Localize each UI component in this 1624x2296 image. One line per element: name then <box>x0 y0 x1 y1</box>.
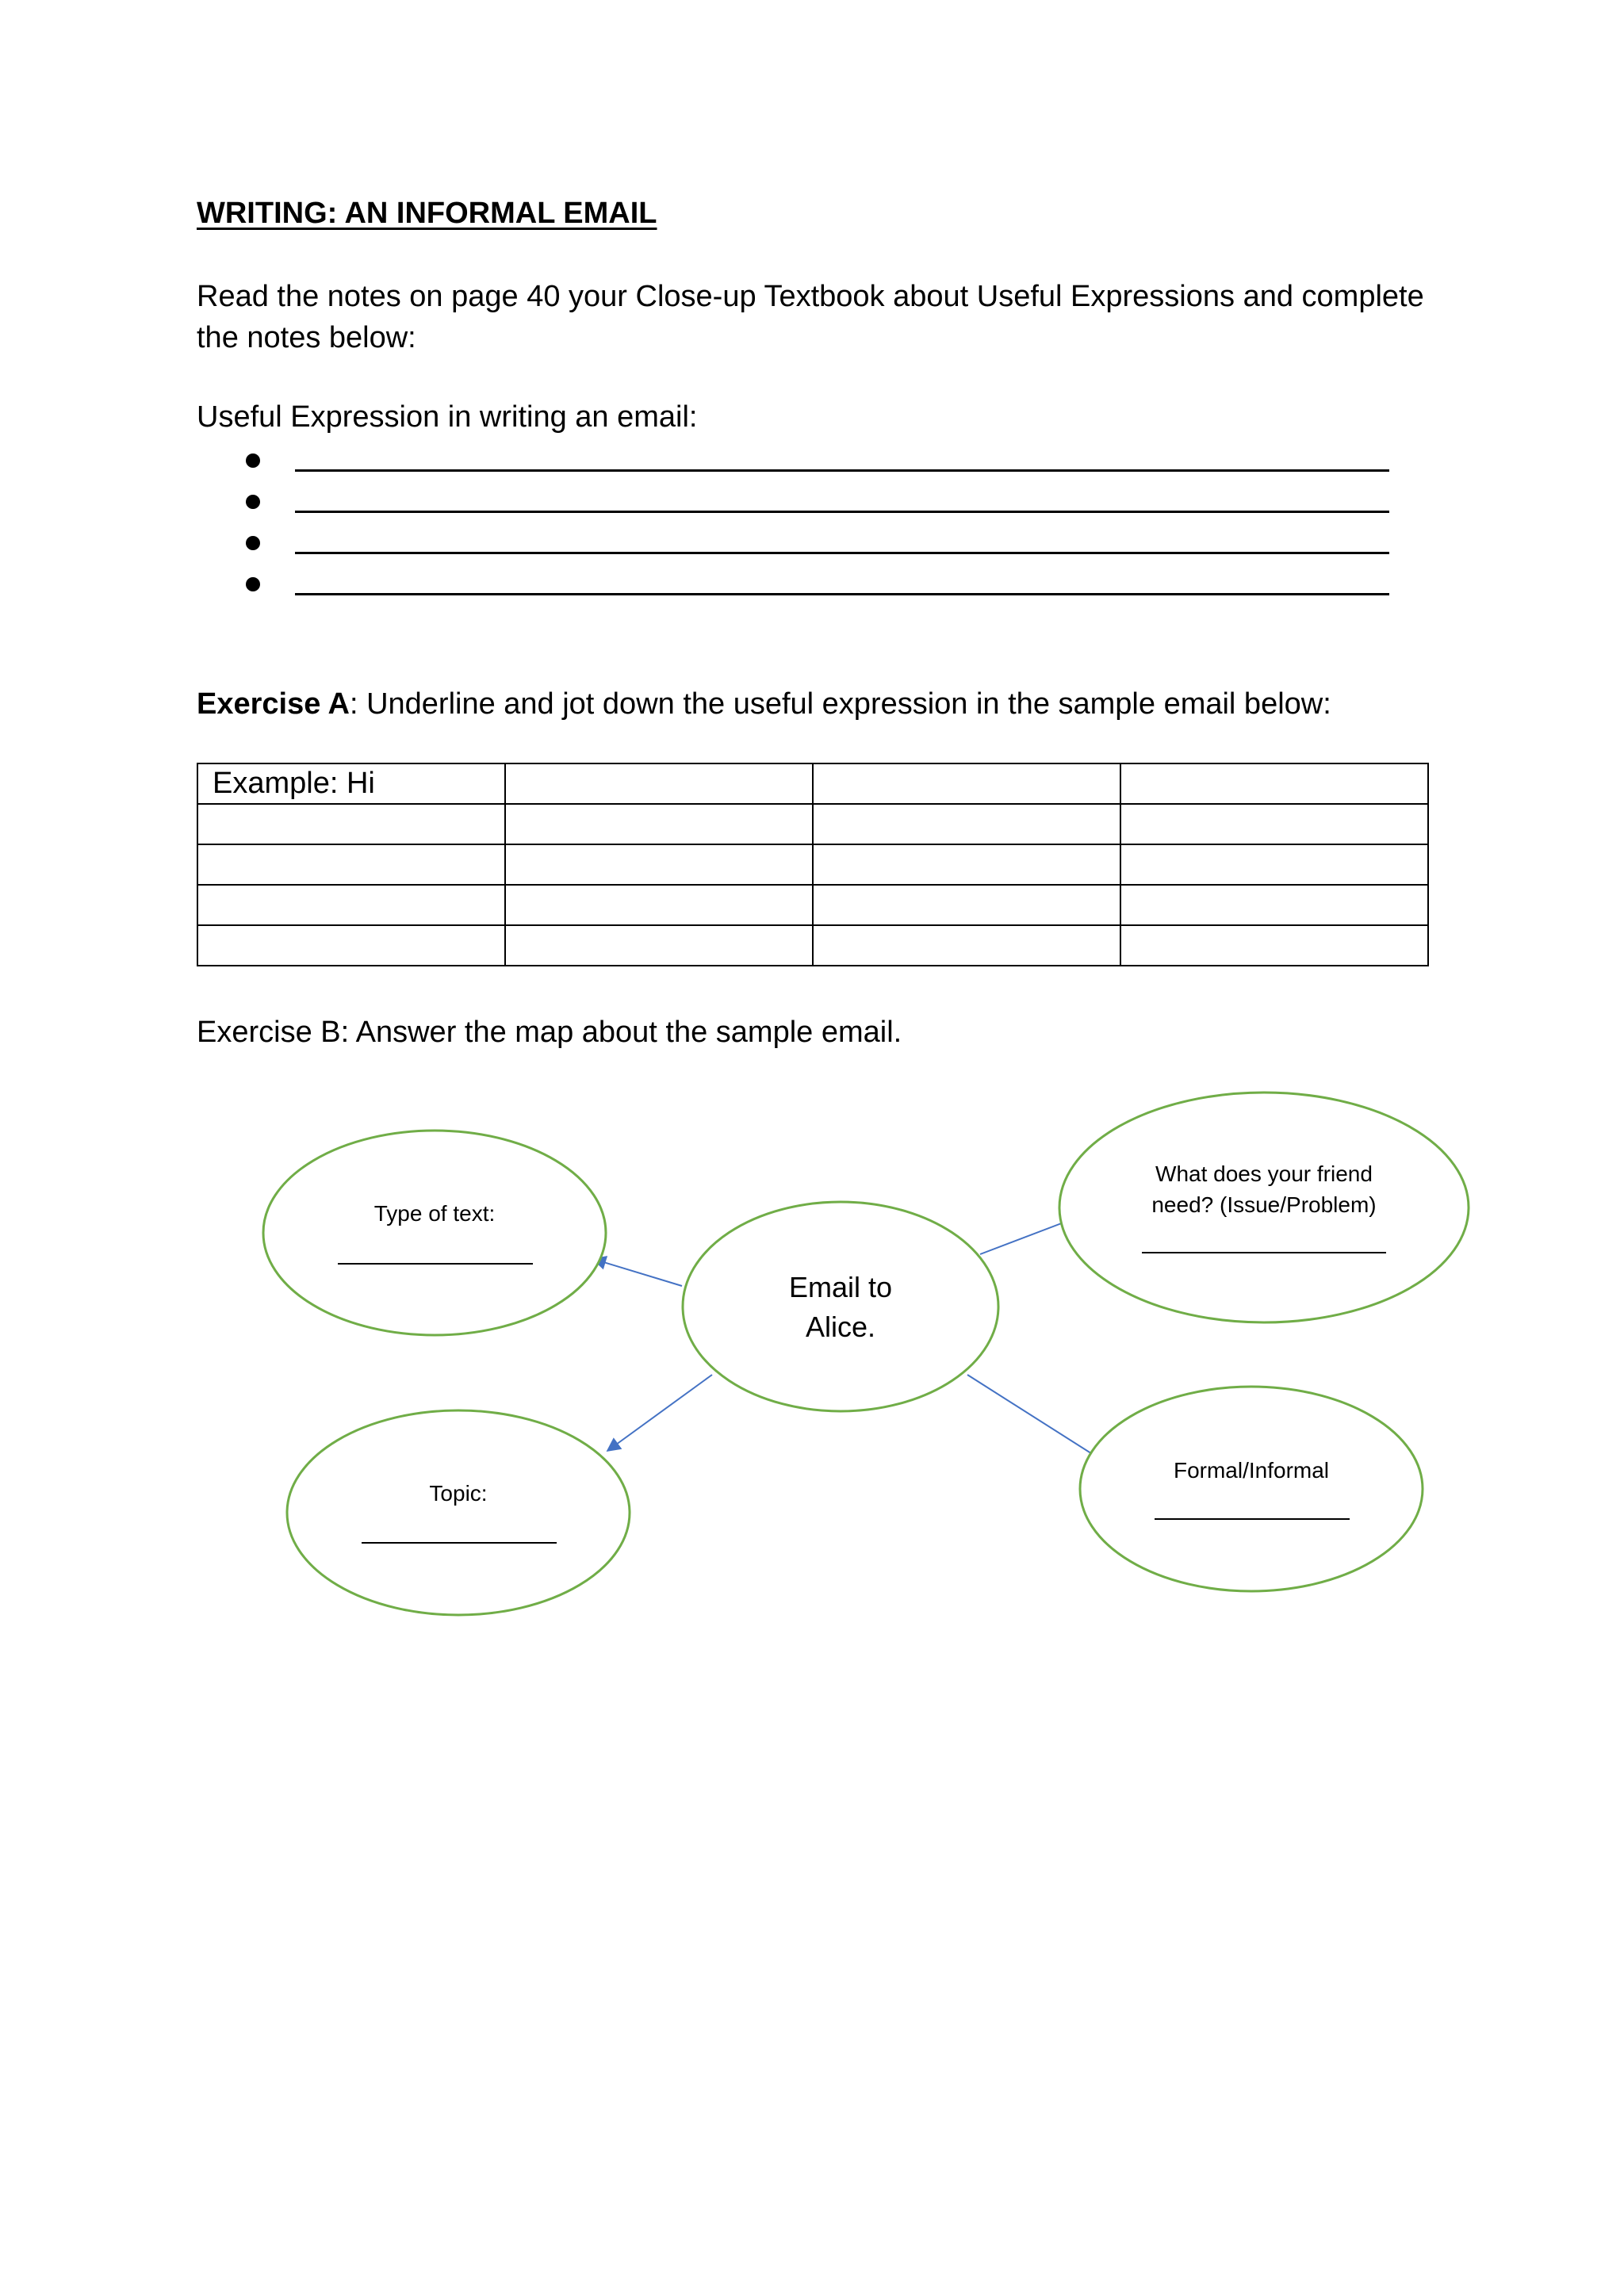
table-cell[interactable] <box>197 885 505 925</box>
useful-expression-item <box>238 441 1396 482</box>
table-cell[interactable] <box>197 925 505 966</box>
worksheet-title: WRITING: AN INFORMAL EMAIL <box>197 197 657 230</box>
useful-expression-heading: Useful Expression in writing an email: <box>197 400 698 434</box>
exercise-b-instruction: Exercise B: Answer the map about the sample email. <box>197 1016 902 1049</box>
mind-map <box>0 1070 1624 1641</box>
table-row <box>197 885 1428 925</box>
useful-expression-item <box>238 564 1396 606</box>
arrow-to-topic <box>607 1375 712 1451</box>
table-cell[interactable] <box>1120 763 1428 804</box>
exercise-a-label: Exercise A <box>197 687 350 721</box>
useful-expression-list <box>238 441 1396 606</box>
table-cell[interactable]: Example: Hi <box>197 763 505 804</box>
table-row <box>197 763 1428 804</box>
center-ellipse <box>683 1202 998 1411</box>
center-node <box>683 1202 998 1411</box>
table-cell[interactable] <box>1120 804 1428 844</box>
type-of-text-ellipse <box>263 1131 606 1335</box>
exercise-a-instruction <box>197 683 1331 725</box>
answer-line[interactable] <box>295 593 1389 595</box>
exercise-a-text: : Underline and jot down the useful expression in the sample email below: <box>349 687 1331 721</box>
friend-need-node <box>1059 1093 1469 1322</box>
topic-label: Topic: <box>429 1481 488 1506</box>
table-cell[interactable] <box>505 763 813 804</box>
bullet-icon <box>246 495 260 509</box>
useful-expression-item <box>238 482 1396 523</box>
table-cell[interactable] <box>505 925 813 966</box>
intro-instructions: Read the notes on page 40 your Close-up Textbook about Useful Expressions and complete the notes below: <box>197 280 1424 354</box>
type-of-text-label: Type of text: <box>373 1201 496 1226</box>
table-cell[interactable] <box>1120 844 1428 885</box>
answer-line[interactable] <box>295 469 1389 472</box>
friend-need-label-line2: need? (Issue/Problem) <box>1151 1192 1377 1217</box>
table-cell[interactable] <box>813 844 1120 885</box>
answer-line[interactable] <box>295 552 1389 554</box>
table-cell[interactable] <box>505 885 813 925</box>
useful-expression-item <box>238 523 1396 564</box>
bullet-icon <box>246 536 260 550</box>
arrow-to-type-of-text <box>593 1259 682 1286</box>
formal-informal-label: Formal/Informal <box>1173 1458 1330 1483</box>
table-cell[interactable] <box>813 885 1120 925</box>
table-cell[interactable] <box>197 804 505 844</box>
table-cell[interactable] <box>505 804 813 844</box>
type-of-text-node <box>263 1131 606 1335</box>
table-cell[interactable] <box>1120 885 1428 925</box>
topic-ellipse <box>287 1410 630 1615</box>
bullet-icon <box>246 453 260 468</box>
table-row <box>197 844 1428 885</box>
friend-need-label-line1: What does your friend <box>1155 1161 1373 1186</box>
table-cell[interactable] <box>1120 925 1428 966</box>
expression-table <box>197 763 1429 966</box>
table-cell[interactable] <box>505 844 813 885</box>
topic-node <box>287 1410 630 1615</box>
table-cell[interactable] <box>813 763 1120 804</box>
center-label-line2: Alice. <box>805 1311 876 1343</box>
table-row <box>197 804 1428 844</box>
answer-line[interactable] <box>295 511 1389 513</box>
formal-informal-node <box>1080 1387 1423 1591</box>
table-cell[interactable] <box>813 925 1120 966</box>
formal-informal-ellipse <box>1080 1387 1423 1591</box>
table-row <box>197 925 1428 966</box>
bullet-icon <box>246 577 260 591</box>
center-label-line1: Email to <box>788 1271 893 1303</box>
table-cell[interactable] <box>813 804 1120 844</box>
table-cell[interactable] <box>197 844 505 885</box>
